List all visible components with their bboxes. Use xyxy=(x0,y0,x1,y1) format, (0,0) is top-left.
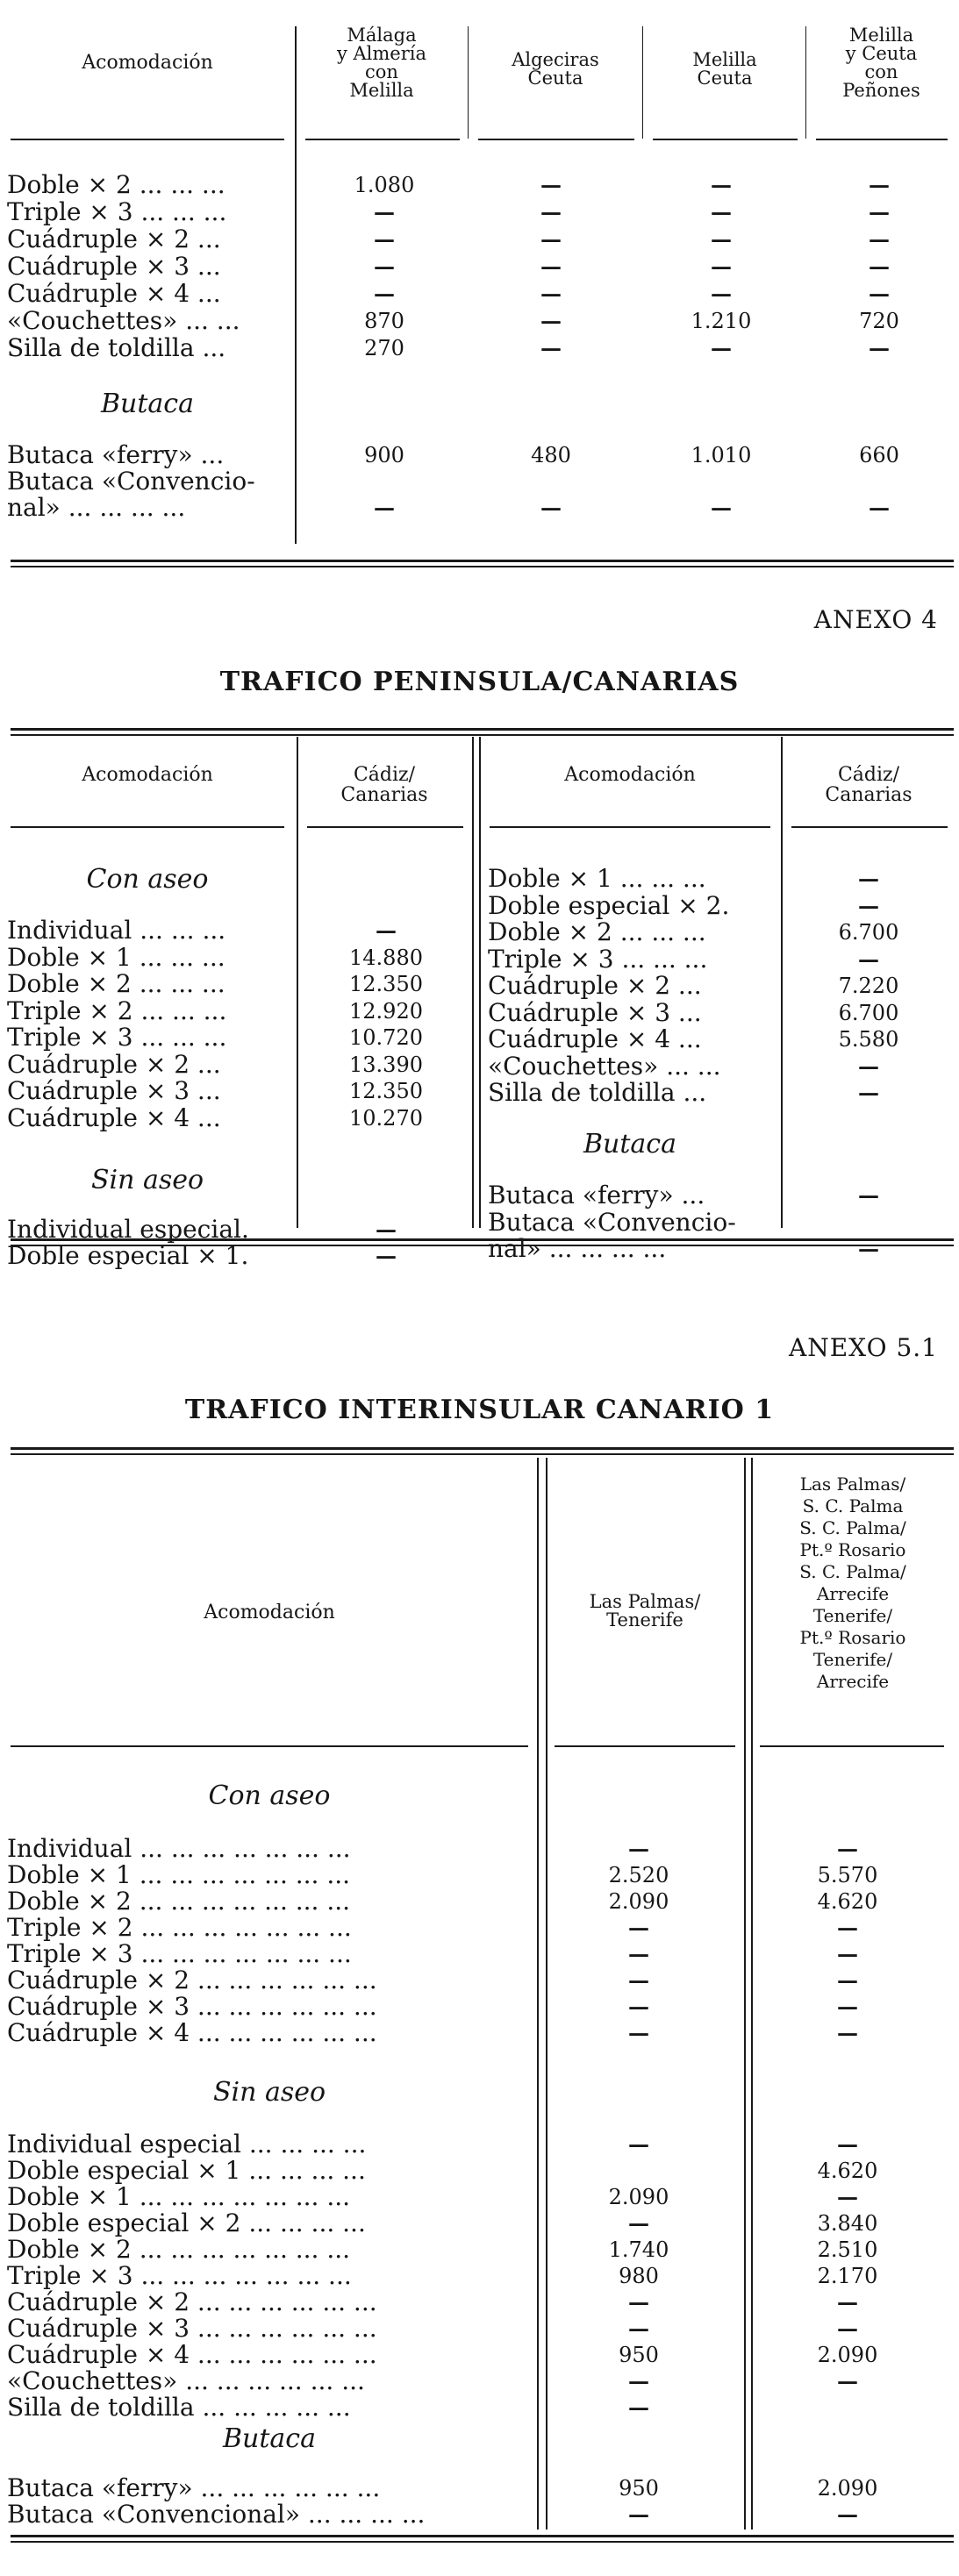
row-label: Doble × 1 ... ... ... ... ... ... ... xyxy=(7,1860,351,1889)
header-line: y Ceuta xyxy=(845,43,918,64)
table-top-rule xyxy=(11,1447,954,1450)
row-label: Doble especial × 1 ... ... ... ... xyxy=(7,2156,366,2185)
row-label: Silla de toldilla ... xyxy=(7,333,226,362)
row-value xyxy=(777,2394,918,2421)
row-label: Triple × 3 ... ... ... ... ... ... ... xyxy=(7,1939,352,1968)
row-label: Cuádruple × 3 ... xyxy=(7,1076,221,1105)
row-value: — xyxy=(628,1941,649,1966)
header-melilla-ceuta xyxy=(646,51,804,88)
row-value: — xyxy=(869,335,890,360)
row-value: — xyxy=(869,253,890,279)
header-underline xyxy=(305,139,460,140)
header-line: con xyxy=(365,61,398,82)
row-value: — xyxy=(628,2368,649,2394)
row-value: — xyxy=(376,1243,397,1268)
header-melilla-ceuta-penones xyxy=(809,26,954,100)
row-value: — xyxy=(374,199,395,225)
header-line: S. C. Palma xyxy=(802,1495,904,1516)
row-value: — xyxy=(628,2210,649,2236)
row-value: — xyxy=(374,281,395,306)
row-value: — xyxy=(628,2501,649,2527)
row-value: 12.920 xyxy=(349,998,423,1024)
row-label: Cuádruple × 3 ... ... ... ... ... ... xyxy=(7,1992,377,2021)
header-line: S. C. Palma/ xyxy=(799,1561,906,1582)
row-label: Individual ... ... ... xyxy=(7,916,226,945)
row-value: — xyxy=(837,2368,858,2394)
header-underline xyxy=(816,139,948,140)
row-value: 14.880 xyxy=(349,945,423,970)
row-value: 2.510 xyxy=(817,2237,878,2262)
row-value: — xyxy=(837,2289,858,2315)
header-acomodacion-left: Acomodación xyxy=(82,764,213,786)
header-underline xyxy=(11,826,284,828)
header-line: Tenerife xyxy=(606,1609,683,1631)
column-rule xyxy=(295,26,297,544)
table-bottom-rule xyxy=(11,2535,954,2537)
header-line: Canarias xyxy=(825,784,912,806)
column-rule xyxy=(751,1458,753,2530)
row-value: — xyxy=(711,495,732,520)
row-value: 480 xyxy=(531,443,571,467)
header-line: Arrecife xyxy=(816,1671,890,1692)
row-value: 5.580 xyxy=(838,1027,899,1052)
row-value: — xyxy=(711,172,732,197)
row-value: — xyxy=(374,495,395,520)
row-value: 4.620 xyxy=(817,2159,878,2183)
row-value: — xyxy=(837,2020,858,2045)
row-label: Triple × 2 ... ... ... ... ... ... ... xyxy=(7,1913,352,1942)
row-label: Cuádruple × 4 ... xyxy=(488,1024,702,1053)
row-value: 900 xyxy=(364,443,404,467)
row-value: — xyxy=(628,1967,649,1993)
row-label: Butaca «ferry» ... xyxy=(488,1181,705,1210)
header-line: Pt.º Rosario xyxy=(799,1539,906,1560)
row-value: 3.840 xyxy=(817,2211,878,2236)
anexo-4-section xyxy=(0,579,959,1307)
row-label: Triple × 3 ... ... ... xyxy=(7,197,227,226)
row-label: Doble especial × 2 ... ... ... ... xyxy=(7,2209,366,2237)
row-value: — xyxy=(628,2131,649,2157)
row-value: 2.090 xyxy=(817,2476,878,2501)
annex-label: ANEXO 4 xyxy=(813,605,938,634)
row-label: Cuádruple × 2 ... ... ... ... ... ... xyxy=(7,2287,377,2316)
row-value: 980 xyxy=(619,2264,659,2288)
row-label: Doble × 1 ... ... ... xyxy=(7,942,225,972)
anexo-5-1-section xyxy=(0,1307,959,2576)
header-algeciras-ceuta xyxy=(471,51,640,88)
row-label: «Couchettes» ... ... xyxy=(7,306,240,335)
header-line: Melilla xyxy=(848,25,914,46)
row-value: — xyxy=(376,917,397,943)
row-value xyxy=(569,2158,709,2184)
row-label: Cuádruple × 4 ... ... ... ... ... ... xyxy=(7,2018,377,2047)
row-label: Cuádruple × 4 ... xyxy=(7,279,221,308)
subheading-sin-aseo: Sin aseo xyxy=(90,1165,204,1195)
row-value: 660 xyxy=(859,443,899,467)
row-value: — xyxy=(837,1994,858,2019)
header-inter-island-routes xyxy=(755,1474,951,1693)
row-value: — xyxy=(540,199,562,225)
row-value xyxy=(809,468,949,495)
header-acomodacion-right: Acomodación xyxy=(564,764,696,786)
row-label: Butaca «ferry» ... ... ... ... ... ... xyxy=(7,2473,381,2502)
row-value: — xyxy=(540,335,562,360)
row-value: — xyxy=(540,253,562,279)
row-value: — xyxy=(376,1217,397,1242)
row-value: 10.720 xyxy=(349,1025,423,1050)
row-value: — xyxy=(628,2020,649,2045)
subheading-butaca: Butaca xyxy=(583,1129,676,1160)
header-line: Arrecife xyxy=(816,1583,890,1604)
row-value: — xyxy=(628,2394,649,2420)
row-value: — xyxy=(869,495,890,520)
row-value: — xyxy=(540,281,562,306)
row-value: 2.170 xyxy=(817,2264,878,2288)
row-value: — xyxy=(837,2184,858,2209)
row-label: Triple × 3 ... ... ... ... ... ... ... xyxy=(7,2261,352,2290)
row-value: 7.220 xyxy=(838,974,899,998)
row-label: Silla de toldilla ... xyxy=(488,1078,707,1107)
row-value: — xyxy=(711,335,732,360)
row-value: — xyxy=(628,1915,649,1940)
header-underline xyxy=(653,139,798,140)
row-value: — xyxy=(858,866,879,891)
column-rule xyxy=(297,737,298,1228)
header-cadiz-canarias-right xyxy=(784,765,953,805)
row-value: — xyxy=(858,945,879,972)
row-label: Butaca «Convencional» ... ... ... ... xyxy=(7,2500,426,2529)
row-label: Butaca «ferry» ... xyxy=(7,440,225,469)
header-line: Algeciras xyxy=(512,49,599,70)
row-label: Doble × 2 ... ... ... xyxy=(7,170,225,199)
header-line: Tenerife/ xyxy=(812,1605,893,1626)
row-value: — xyxy=(628,2289,649,2315)
row-value: 6.700 xyxy=(838,1000,899,1025)
row-value: 950 xyxy=(619,2343,659,2367)
subheading-con-aseo: Con aseo xyxy=(208,1780,331,1811)
row-value: 5.570 xyxy=(817,1863,878,1887)
column-rule xyxy=(479,737,481,1228)
row-value: — xyxy=(858,1182,879,1208)
section-title: TRAFICO INTERINSULAR CANARIO 1 xyxy=(184,1395,775,1425)
row-label: «Couchettes» ... ... xyxy=(488,1051,721,1081)
column-rule xyxy=(546,1458,547,2530)
row-value: — xyxy=(628,1994,649,2019)
row-value: — xyxy=(540,226,562,252)
table-bottom-rule xyxy=(11,1238,954,1241)
row-value: — xyxy=(869,199,890,225)
header-underline xyxy=(11,1745,528,1747)
header-line: Peñones xyxy=(842,80,920,101)
header-acomodacion: Acomodación xyxy=(204,1602,335,1623)
row-value: 12.350 xyxy=(349,972,423,996)
row-value: — xyxy=(858,1236,879,1261)
subheading-butaca: Butaca xyxy=(223,2423,316,2454)
row-value: — xyxy=(837,1967,858,1993)
header-las-palmas-tenerife xyxy=(549,1593,741,1630)
header-underline xyxy=(490,826,770,828)
row-value: 1.010 xyxy=(691,443,752,467)
row-value: — xyxy=(837,1915,858,1940)
row-value: — xyxy=(837,2316,858,2341)
column-rule xyxy=(744,1458,746,2530)
header-underline xyxy=(760,1745,944,1747)
row-value: — xyxy=(711,226,732,252)
row-value: — xyxy=(858,892,879,918)
row-label: Cuádruple × 3 ... xyxy=(7,252,221,281)
header-line: Cádiz/ xyxy=(837,764,900,786)
header-line: Las Palmas/ xyxy=(589,1591,701,1612)
header-line: Canarias xyxy=(340,784,428,806)
column-rule xyxy=(537,1458,539,2530)
row-value xyxy=(651,468,791,495)
row-label: nal» ... ... ... ... xyxy=(488,1234,667,1263)
header-underline xyxy=(478,139,634,140)
header-line: con xyxy=(864,61,898,82)
row-label: Cuádruple × 4 ... xyxy=(7,1102,221,1132)
row-value: — xyxy=(869,172,890,197)
header-cadiz-canarias-left xyxy=(300,765,469,805)
row-label: Doble × 2 ... ... ... ... ... ... ... xyxy=(7,2235,351,2264)
row-value: — xyxy=(628,1836,649,1861)
header-line: y Almería xyxy=(336,43,427,64)
row-label: Butaca «Convencio- xyxy=(488,1207,736,1237)
row-value: — xyxy=(869,281,890,306)
header-line: Ceuta xyxy=(527,68,583,89)
row-value: 13.390 xyxy=(349,1052,423,1077)
header-underline xyxy=(307,826,463,828)
header-underline xyxy=(791,826,948,828)
row-label: Cuádruple × 2 ... xyxy=(488,971,702,1000)
header-line: Ceuta xyxy=(697,68,753,89)
row-label: Doble × 2 ... ... ... xyxy=(7,969,225,998)
row-label: Doble × 2 ... ... ... xyxy=(488,917,706,946)
row-label: Individual especial ... ... ... ... xyxy=(7,2130,367,2159)
row-label: Cuádruple × 4 ... ... ... ... ... ... xyxy=(7,2340,377,2369)
row-value xyxy=(481,468,621,495)
row-label: Doble × 1 ... ... ... xyxy=(488,864,706,893)
row-value: 1.080 xyxy=(354,173,415,197)
row-label: «Couchettes» ... ... ... ... ... ... xyxy=(7,2366,365,2395)
row-value: — xyxy=(540,172,562,197)
header-underline xyxy=(11,139,284,140)
row-value: 1.740 xyxy=(608,2237,669,2262)
row-value: — xyxy=(540,308,562,333)
header-line: Las Palmas/ xyxy=(799,1474,906,1495)
header-malaga-almeria-melilla xyxy=(298,26,465,100)
row-value: 2.090 xyxy=(608,1889,669,1914)
row-value: 12.350 xyxy=(349,1079,423,1103)
subheading-con-aseo: Con aseo xyxy=(86,864,209,895)
row-value: 270 xyxy=(364,336,404,360)
row-label: Cuádruple × 2 ... xyxy=(7,1049,221,1079)
row-label: Doble especial × 1. xyxy=(7,1241,249,1270)
section-title: TRAFICO PENINSULA/CANARIAS xyxy=(219,667,740,697)
row-value: — xyxy=(858,1053,879,1079)
row-value xyxy=(798,1210,939,1236)
column-rule xyxy=(781,737,783,1228)
header-acomodacion: Acomodación xyxy=(82,52,213,74)
row-label: Triple × 2 ... ... ... xyxy=(7,995,227,1025)
row-label: Cuádruple × 3 ... ... ... ... ... ... xyxy=(7,2314,377,2343)
subheading-butaca: Butaca xyxy=(101,389,194,419)
column-rule xyxy=(805,26,806,139)
row-value: — xyxy=(711,199,732,225)
row-value: — xyxy=(628,2316,649,2341)
column-rule xyxy=(468,26,469,139)
row-label: Triple × 3 ... ... ... xyxy=(488,944,708,974)
header-line: Melilla xyxy=(692,49,757,70)
header-line: S. C. Palma/ xyxy=(799,1517,906,1538)
row-value: 2.090 xyxy=(817,2343,878,2367)
header-line: Cádiz/ xyxy=(353,764,416,786)
row-label: Butaca «Convencio- xyxy=(7,467,255,496)
row-value: — xyxy=(374,253,395,279)
row-label: Individual ... ... ... ... ... ... ... xyxy=(7,1834,351,1863)
column-rule xyxy=(642,26,643,139)
row-value: — xyxy=(540,495,562,520)
row-value: — xyxy=(858,1080,879,1105)
header-line: Málaga xyxy=(347,25,417,46)
header-line: Melilla xyxy=(349,80,414,101)
row-value: — xyxy=(869,226,890,252)
row-label: Silla de toldilla ... ... ... ... ... xyxy=(7,2393,351,2422)
row-value: 870 xyxy=(364,309,404,333)
subheading-sin-aseo: Sin aseo xyxy=(212,2077,326,2108)
row-value: 6.700 xyxy=(838,920,899,945)
header-line: Pt.º Rosario xyxy=(799,1627,906,1648)
row-value xyxy=(314,468,454,495)
row-value: — xyxy=(837,2131,858,2157)
row-label: Cuádruple × 2 ... ... ... ... ... ... xyxy=(7,1966,377,1994)
row-value: — xyxy=(711,281,732,306)
row-value: 950 xyxy=(619,2476,659,2501)
header-line: Tenerife/ xyxy=(812,1649,893,1670)
header-underline xyxy=(555,1745,735,1747)
row-value: — xyxy=(837,1836,858,1861)
row-label: Triple × 3 ... ... ... xyxy=(7,1023,227,1052)
row-value: — xyxy=(837,2501,858,2527)
row-value: 2.090 xyxy=(608,2185,669,2209)
row-label: Doble especial × 2. xyxy=(488,890,730,920)
row-label: Cuádruple × 3 ... xyxy=(488,997,702,1027)
column-rule xyxy=(472,737,474,1228)
row-value: — xyxy=(711,253,732,279)
table-top-rule xyxy=(11,728,954,731)
row-value: 10.270 xyxy=(349,1105,423,1131)
table-bottom-rule xyxy=(11,560,954,562)
row-label: nal» ... ... ... ... xyxy=(7,493,186,522)
row-value: — xyxy=(837,1941,858,1966)
row-label: Doble × 1 ... ... ... ... ... ... ... xyxy=(7,2182,351,2211)
row-value: 720 xyxy=(859,309,899,333)
row-value: 1.210 xyxy=(691,309,752,333)
row-value: 2.520 xyxy=(608,1863,669,1887)
table-fares-north-africa xyxy=(0,0,959,579)
row-value: — xyxy=(374,226,395,252)
row-label: Doble × 2 ... ... ... ... ... ... ... xyxy=(7,1887,351,1916)
row-value: 4.620 xyxy=(817,1889,878,1914)
annex-label: ANEXO 5.1 xyxy=(789,1333,938,1362)
row-label: Individual especial. xyxy=(7,1215,249,1244)
row-label: Cuádruple × 2 ... xyxy=(7,225,221,253)
